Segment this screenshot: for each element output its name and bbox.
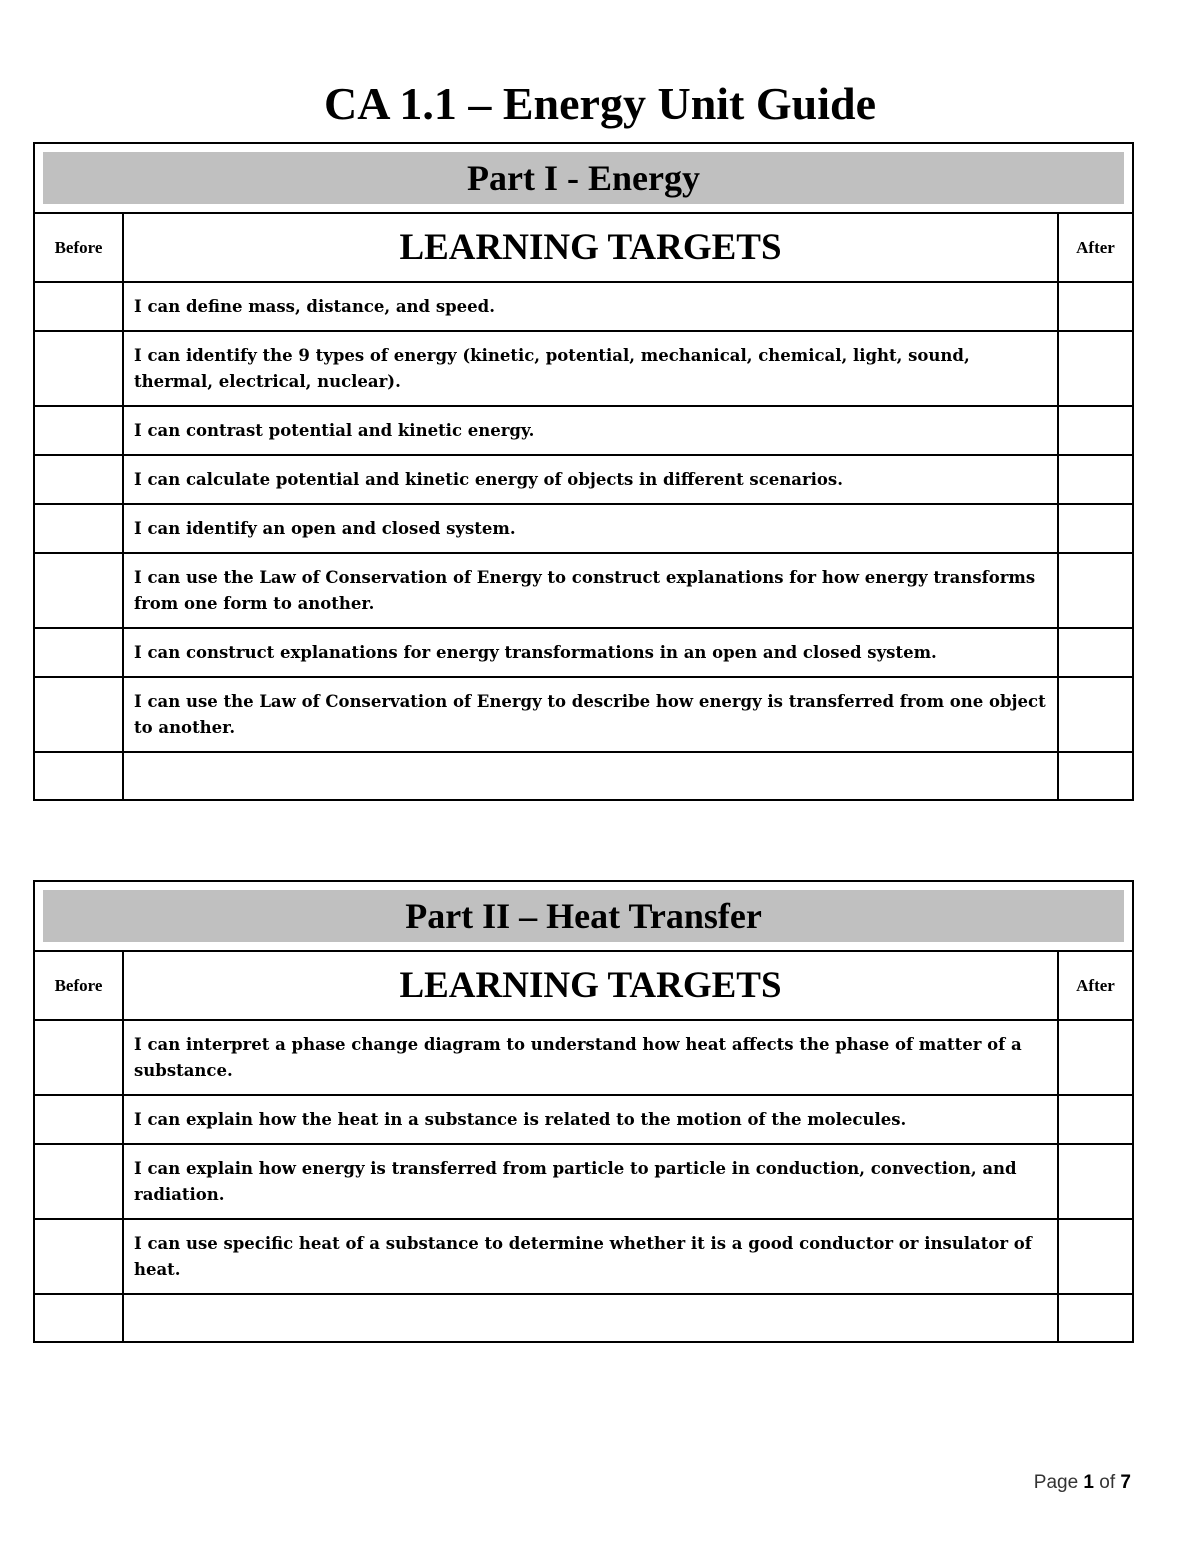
learning-target: I can explain how energy is transferred from particle to particle in conduction, convection, and radiation. (123, 1144, 1058, 1219)
before-checkbox-cell[interactable] (34, 628, 123, 677)
page-number (1034, 1472, 1131, 1494)
after-checkbox-cell[interactable] (1058, 1144, 1133, 1219)
table-row (34, 282, 1133, 331)
learning-target: I can identify the 9 types of energy (kinetic, potential, mechanical, chemical, light, sound, thermal, electrical, nuclear). (123, 331, 1058, 406)
page-current: 1 (1083, 1472, 1094, 1493)
before-checkbox-cell[interactable] (34, 504, 123, 553)
table-row (34, 1020, 1133, 1095)
document-title: CA 1.1 – Energy Unit Guide (323, 78, 877, 129)
learning-target: I can construct explanations for energy transformations in an open and closed system. (123, 628, 1058, 677)
empty-row (34, 1294, 1133, 1342)
before-checkbox-cell[interactable] (34, 1095, 123, 1144)
before-checkbox-cell[interactable] (34, 1219, 123, 1294)
part1-heading: Part I - Energy (43, 152, 1124, 204)
part2-header-row (34, 951, 1133, 1020)
before-checkbox-cell[interactable] (34, 752, 123, 800)
after-checkbox-cell[interactable] (1058, 504, 1133, 553)
learning-target: I can interpret a phase change diagram to understand how heat affects the phase of matter of a substance. (123, 1020, 1058, 1095)
before-checkbox-cell[interactable] (34, 331, 123, 406)
before-checkbox-cell[interactable] (34, 406, 123, 455)
learning-target: I can use the Law of Conservation of Energy to construct explanations for how energy transforms from one form to another. (123, 553, 1058, 628)
table-row (34, 1095, 1133, 1144)
table-row (34, 677, 1133, 752)
after-checkbox-cell[interactable] (1058, 628, 1133, 677)
learning-target: I can calculate potential and kinetic energy of objects in different scenarios. (123, 455, 1058, 504)
table-row (34, 1144, 1133, 1219)
part2-targets-header: LEARNING TARGETS (123, 951, 1058, 1020)
after-checkbox-cell[interactable] (1058, 752, 1133, 800)
after-checkbox-cell[interactable] (1058, 1294, 1133, 1342)
before-checkbox-cell[interactable] (34, 455, 123, 504)
blank-target-cell[interactable] (123, 752, 1058, 800)
blank-target-cell[interactable] (123, 1294, 1058, 1342)
part2-before-header: Before (34, 951, 123, 1020)
part1-heading-cell (34, 143, 1133, 213)
after-checkbox-cell[interactable] (1058, 406, 1133, 455)
before-checkbox-cell[interactable] (34, 282, 123, 331)
table-row (34, 331, 1133, 406)
table-row (34, 504, 1133, 553)
after-checkbox-cell[interactable] (1058, 553, 1133, 628)
page-of: of (1099, 1472, 1116, 1493)
before-checkbox-cell[interactable] (34, 1020, 123, 1095)
learning-target: I can explain how the heat in a substance is related to the motion of the molecules. (123, 1095, 1058, 1144)
part1-table (33, 142, 1134, 801)
learning-target: I can contrast potential and kinetic energy. (123, 406, 1058, 455)
part2-heading-cell (34, 881, 1133, 951)
learning-target: I can use the Law of Conservation of Energy to describe how energy is transferred from one object to another. (123, 677, 1058, 752)
table-row (34, 406, 1133, 455)
after-checkbox-cell[interactable] (1058, 1219, 1133, 1294)
part2-table (33, 880, 1134, 1343)
page-total: 7 (1120, 1472, 1131, 1493)
before-checkbox-cell[interactable] (34, 1144, 123, 1219)
before-checkbox-cell[interactable] (34, 1294, 123, 1342)
table-row (34, 1219, 1133, 1294)
learning-target: I can identify an open and closed system. (123, 504, 1058, 553)
after-checkbox-cell[interactable] (1058, 455, 1133, 504)
after-checkbox-cell[interactable] (1058, 331, 1133, 406)
before-checkbox-cell[interactable] (34, 677, 123, 752)
after-checkbox-cell[interactable] (1058, 1095, 1133, 1144)
empty-row (34, 752, 1133, 800)
after-checkbox-cell[interactable] (1058, 677, 1133, 752)
after-checkbox-cell[interactable] (1058, 282, 1133, 331)
part1-targets-header: LEARNING TARGETS (123, 213, 1058, 282)
table-row (34, 553, 1133, 628)
page-prefix: Page (1033, 1472, 1079, 1493)
table-row (34, 455, 1133, 504)
learning-target: I can use specific heat of a substance to determine whether it is a good conductor or insulator of heat. (123, 1219, 1058, 1294)
part2-after-header: After (1058, 951, 1133, 1020)
table-row (34, 628, 1133, 677)
part1-before-header: Before (34, 213, 123, 282)
part1-header-row (34, 213, 1133, 282)
learning-target: I can define mass, distance, and speed. (123, 282, 1058, 331)
part1-after-header: After (1058, 213, 1133, 282)
part2-heading: Part II – Heat Transfer (43, 890, 1124, 942)
after-checkbox-cell[interactable] (1058, 1020, 1133, 1095)
before-checkbox-cell[interactable] (34, 553, 123, 628)
